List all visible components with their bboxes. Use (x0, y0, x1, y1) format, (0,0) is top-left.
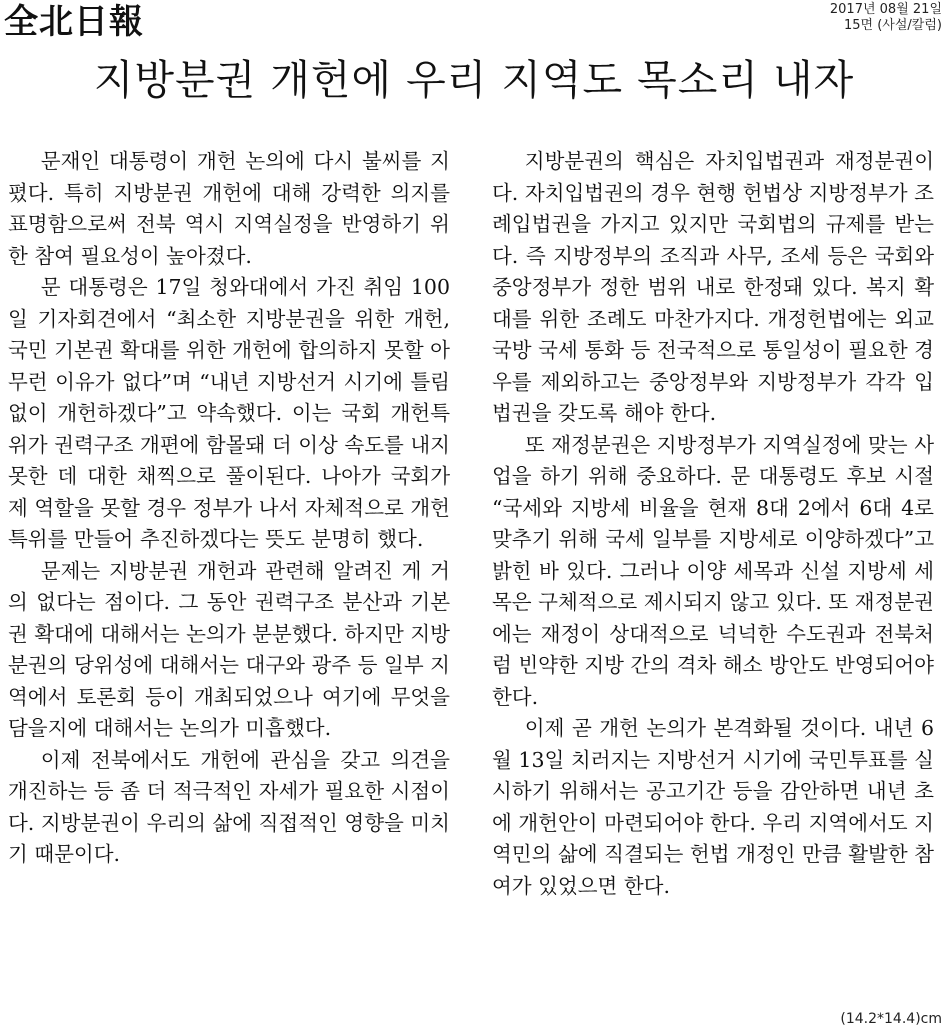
article-paragraph: 이제 전북에서도 개헌에 관심을 갖고 의견을 개진하는 등 좀 더 적극적인 자세가 필요한 시점이다. 지방분권이 우리의 삶에 직접적인 영향을 미치기 때문이다. (8, 747, 450, 866)
article-column-right (492, 146, 934, 902)
article-paragraph: 문제는 지방분권 개헌과 관련해 알려진 게 거의 없다는 점이다. 그 동안 권력구조 분산과 기본권 확대에 대해서는 논의가 분분했다. 하지만 지방분권의 당위성에 대해서는 대구와 광주 등 일부 지역에서 토론회 등이 개최되었으나 여기에 무엇을 담을지에 대해서는 논의가 미흡했다. (8, 558, 450, 740)
article-paragraph: 지방분권의 핵심은 자치입법권과 재정분권이다. 자치입법권의 경우 현행 헌법상 지방정부가 조례입법권을 가지고 있지만 국회법의 규제를 받는다. 즉 지방정부의 조직과 사무, 조세 등은 국회와 중앙정부가 정한 범위 내로 한정돼 있다. 복지 확대를 위한 조례도 마찬가지다. 개정헌법에는 외교 국방 국세 통화 등 전국적으로 통일성이 필요한 경우를 제외하고는 중앙정부와 지방정부가 각각 입법권을 갖도록 해야 한다. (492, 149, 934, 425)
article-size-note: (14.2*14.4)cm (840, 1011, 942, 1027)
article-headline: 지방분권 개헌에 우리 지역도 목소리 내자 (93, 56, 855, 104)
article-paragraph: 문재인 대통령이 개헌 논의에 다시 불씨를 지폈다. 특히 지방분권 개헌에 대해 강력한 의지를 표명함으로써 전북 역시 지역실정을 반영하기 위한 참여 필요성이 높아졌다. (8, 149, 450, 268)
article-paragraph: 또 재정분권은 지방정부가 지역실정에 맞는 사업을 하기 위해 중요하다. 문 대통령도 후보 시절 “국세와 지방세 비율을 현재 8대 2에서 6대 4로 맞추기 위해 국세 일부를 지방세로 이양하겠다”고 밝힌 바 있다. 그러나 이양 세목과 신설 지방세 세목은 구체적으로 제시되지 않고 있다. 또 재정분권에는 재정이 상대적으로 넉넉한 수도권과 전북처럼 빈약한 지방 간의 격차 해소 방안도 반영되어야 한다. (492, 432, 934, 709)
publication-date: 2017년 08월 21일 (829, 2, 942, 17)
article-paragraph: 이제 곧 개헌 논의가 본격화될 것이다. 내년 6월 13일 치러지는 지방선거 시기에 국민투표를 실시하기 위해서는 공고기간 등을 감안하면 내년 초에 개헌안이 마련되어야 한다. 우리 지역에서도 지역민의 삶에 직결되는 헌법 개정인 만큼 활발한 참여가 있었으면 한다. (492, 716, 934, 898)
article-paragraph: 문 대통령은 17일 청와대에서 가진 취임 100일 기자회견에서 “최소한 지방분권을 위한 개헌, 국민 기본권 확대를 위한 개헌에 합의하지 못할 아무런 이유가 없다”며 “내년 지방선거 시기에 틀림없이 개헌하겠다”고 약속했다. 이는 국회 개헌특위가 권력구조 개편에 함몰돼 더 이상 속도를 내지 못한 데 대한 채찍으로 풀이된다. 나아가 국회가 제 역할을 못할 경우 정부가 나서 자체적으로 개헌특위를 만들어 추진하겠다는 뜻도 분명히 했다. (8, 275, 450, 551)
dateline (830, 2, 942, 34)
page-section: 15면 (사설/칼럼) (844, 18, 942, 33)
article-column-left (8, 146, 450, 871)
newspaper-masthead: 全北日報 (4, 2, 144, 42)
